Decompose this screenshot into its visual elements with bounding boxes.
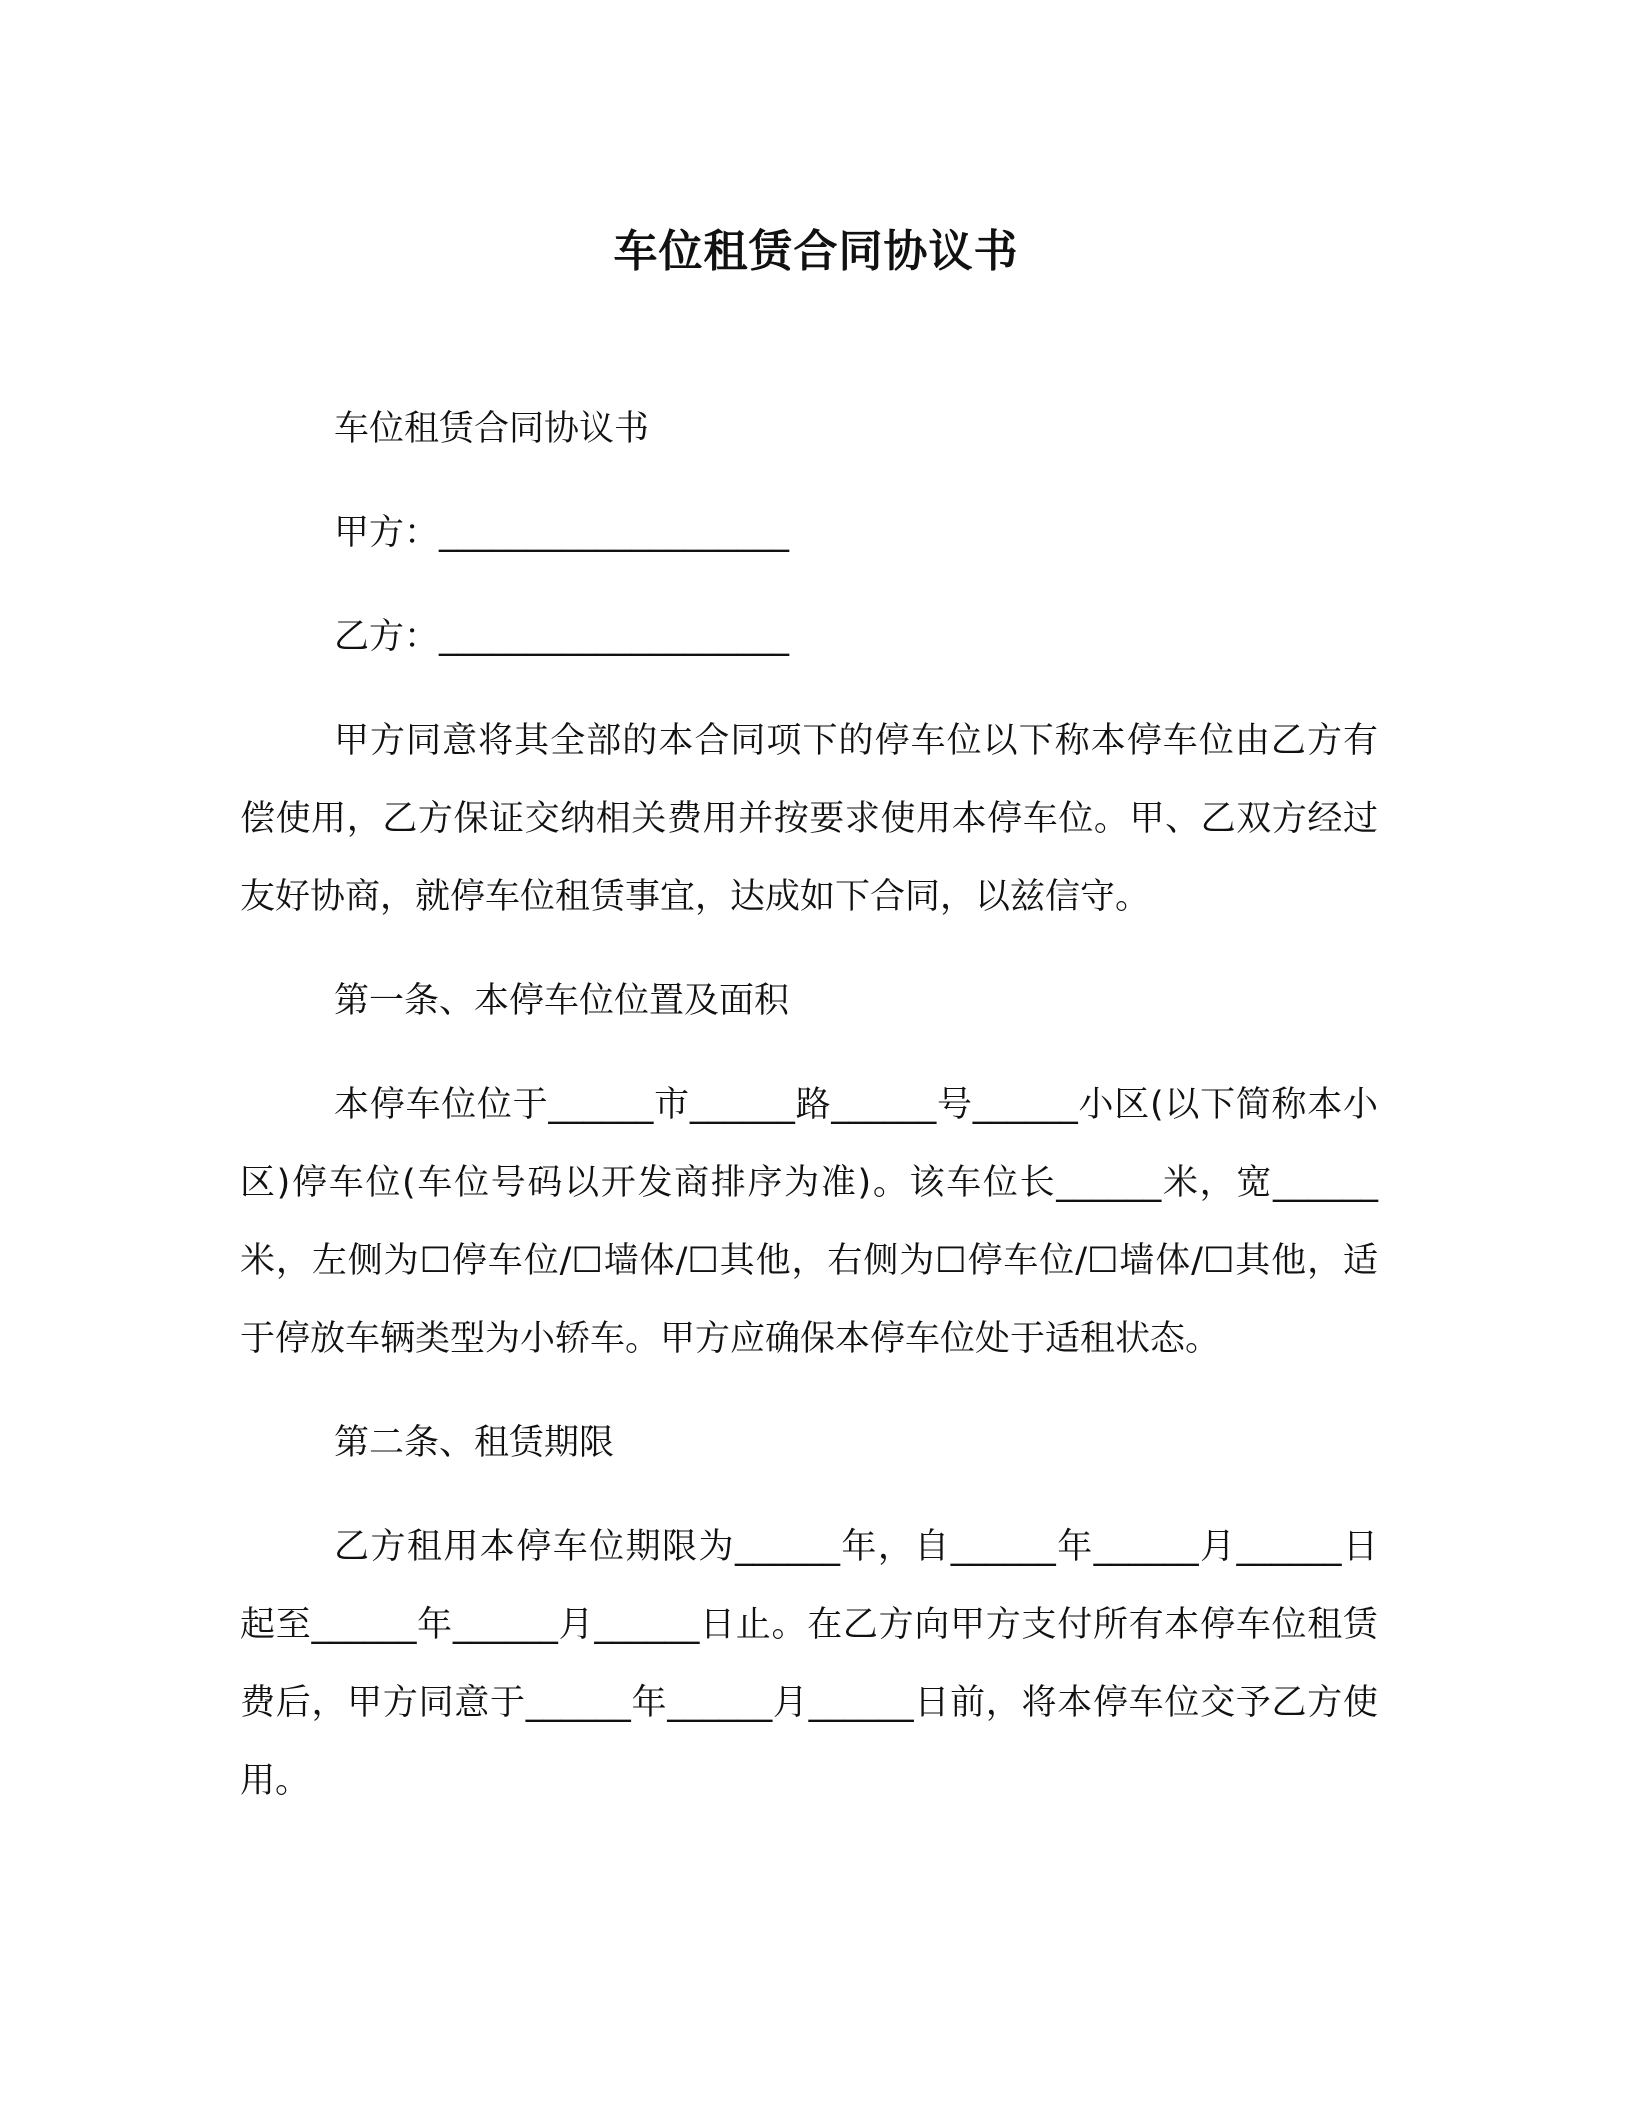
document-body: [240, 390, 1378, 1846]
party-a-line: 甲方：____________________: [334, 513, 790, 553]
document-title: 车位租赁合同协议书: [613, 226, 1019, 277]
party-b-line: 乙方：____________________: [334, 617, 790, 657]
article-2-heading: 第二条、租赁期限: [334, 1423, 615, 1463]
article-1-paragraph: 本停车位位于______市______路______号______小区(以下简称本小区)停车位(车位号码以开发商排序为准)。该车位长______米，宽______米，左侧为☐停车位/☐墙体/☐其他，右侧为☐停车位/☐墙体/☐其他，适于停放车辆类型为小轿车。甲方应确保本停车位处于适租状态。: [240, 1085, 1378, 1359]
article-1-heading: 第一条、本停车位位置及面积: [334, 981, 790, 1021]
article-2-paragraph: 乙方租用本停车位期限为______年，自______年______月______日起至______年______月______日止。在乙方向甲方支付所有本停车位租赁费后，甲方同意于______年______月______日前，将本停车位交予乙方使用。: [240, 1527, 1378, 1801]
preamble-paragraph: 甲方同意将其全部的本合同项下的停车位以下称本停车位由乙方有偿使用，乙方保证交纳相关费用并按要求使用本停车位。甲、乙双方经过友好协商，就停车位租赁事宜，达成如下合同，以兹信守。: [240, 721, 1378, 917]
subtitle-paragraph: 车位租赁合同协议书: [334, 409, 650, 449]
